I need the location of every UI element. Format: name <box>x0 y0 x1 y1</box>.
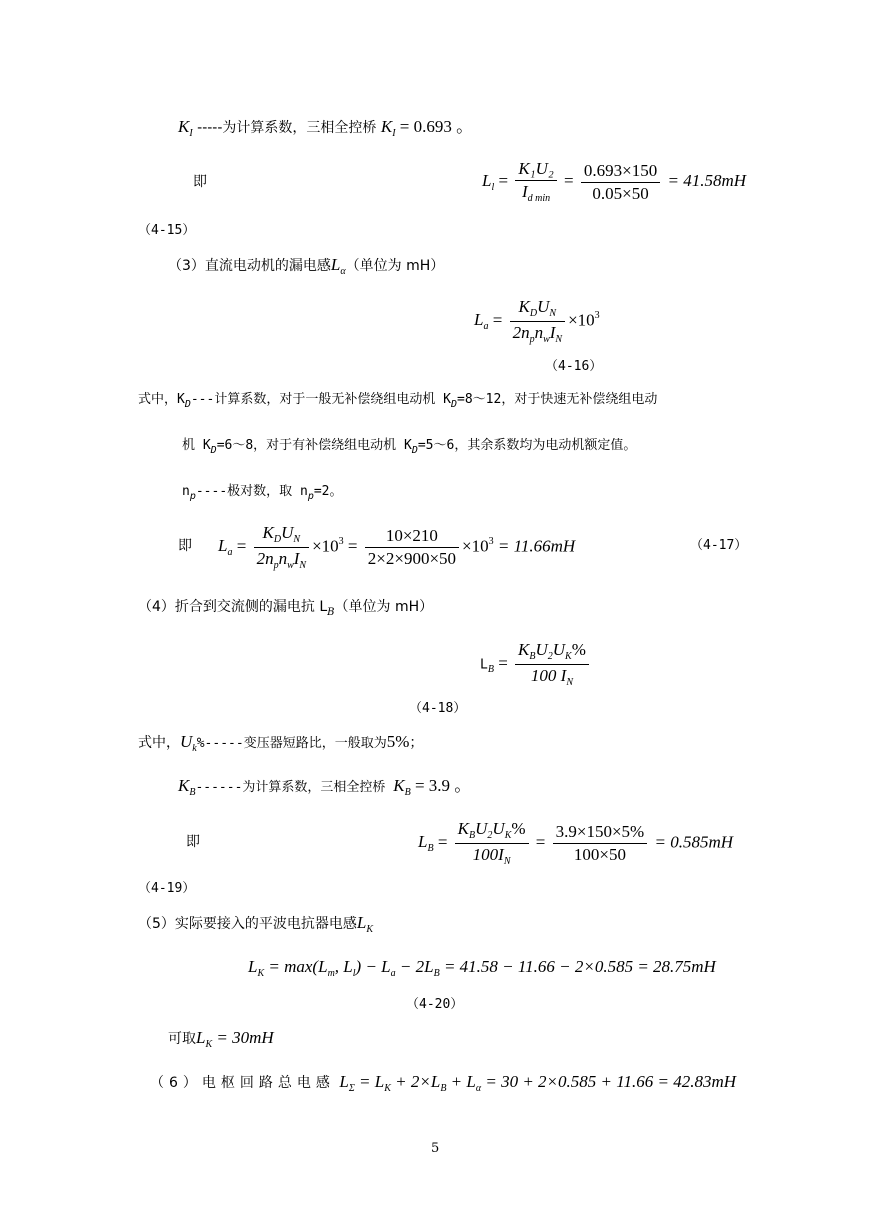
ji-label-1: 即 <box>193 174 207 190</box>
equation-4-19: $L_B$ = $\frac{K_BU_2U_K\%}{100I_N}$ = $\frac{3.9\times 150\times 5\%}{100\times 50}$ = 0.585mH <box>418 819 733 867</box>
section-6-line: （6）电枢回路总电感 $L_\Sigma = L_K + 2\times L_B + L_\alpha = 30 + 2\times 0.585 + 11.66 = 42.83mH$ <box>150 1072 737 1094</box>
section-4-heading: （4）折合到交流侧的漏电抗 $L_B$（单位为 mH） <box>138 599 434 618</box>
eq417-fraction-1: $\frac{K_DU_N}{2n_pn_wI_N}$ <box>254 524 310 571</box>
eq416-fraction: $\frac{K_DU_N}{2n_pn_wI_N}$ <box>510 298 566 345</box>
tag-4-16: （4-16） <box>545 359 603 374</box>
section-5-heading: （5）实际要接入的平波电抗器电感$L_K$ <box>138 913 374 935</box>
page-number: 5 <box>431 1141 440 1156</box>
total-inductance-equation: $L_\Sigma = L_K + 2\times L_B + L_\alpha = 30 + 2\times 0.585 + 11.66 = 42.83mH$ <box>339 1072 737 1094</box>
section-3-heading: （3）直流电动机的漏电感$L_\alpha$（单位为 mH） <box>168 255 445 277</box>
tag-4-18: （4-18） <box>409 701 467 716</box>
tag-4-17: （4-17） <box>690 538 748 553</box>
equation-4-16: $L_a$ = $\frac{K_DU_N}{2n_pn_wI_N}$ $\times 10^3$ <box>474 297 600 345</box>
kd-description-line-2: 机 $K_D=6\sim 8$，对于有补偿绕组电动机 $K_D=5\sim 6$，其余系数均为电动机额定值。 <box>182 438 637 456</box>
eq415-result: = 41.58mH <box>667 170 746 190</box>
eq418-fraction: $\frac{K_BU_2U_K\%}{100 I_N}$ <box>515 641 589 688</box>
tag-4-15: （4-15） <box>138 223 196 238</box>
ki-symbol: $K_I$ <box>178 117 193 139</box>
kb-description-line: $K_B------$为计算系数，三相全控桥 $K_B = 3.9$ 。 <box>178 776 472 798</box>
tag-4-19: （4-19） <box>138 881 196 896</box>
eq419-fraction-1: $\frac{K_BU_2U_K\%}{100I_N}$ <box>455 820 529 867</box>
eq419-fraction-2: $\frac{3.9\times 150\times 5\%}{100\times 50}$ <box>553 823 648 864</box>
uk-description-line: 式中，$U_k\%-----$变压器短路比，一般取为5%； <box>138 732 424 754</box>
equation-4-17: $L_a$ = $\frac{K_DU_N}{2n_pn_wI_N}$ $\times 10^3$ = $\frac{10\times 210}{2\times 2\times 900\times 50}$ $\times 10^3 = 11.66mH$ <box>218 523 576 571</box>
take-lk-line: 可取$L_K = 30mH$ <box>168 1028 274 1050</box>
ji-label-3: 即 <box>186 834 200 850</box>
eq415-lhs: $L_l$ <box>482 170 495 193</box>
ki-definition-line <box>178 118 473 139</box>
tag-4-20: （4-20） <box>406 997 464 1012</box>
eq415-fraction-1: $\frac{\text{K₁U₂}}{I_{d min}}$ <box>515 160 556 204</box>
ki-value: $K_I = 0.693$ 。 <box>380 117 474 139</box>
ki-description: -----为计算系数，三相全控桥 <box>192 120 381 136</box>
np-description-line: $n_p----$极对数，取 $n_p=2$。 <box>182 484 343 502</box>
ji-label-2: 即 <box>178 538 192 554</box>
eq415-fraction-2: $\frac{0.693\times 150}{0.05\times 50}$ <box>581 162 660 203</box>
kd-description-line-1: 式中，$K_D---$计算系数，对于一般无补偿绕组电动机 $K_D=8\sim 12$，对于快速无补偿绕组电动 <box>138 392 658 410</box>
equation-4-18: $L_B$ = $\frac{K_BU_2U_K\%}{100 I_N}$ <box>480 641 592 688</box>
equation-4-15: $L_l$ = $\frac{\text{K₁U₂}}{I_{d min}}$ = $\frac{0.693\times 150}{0.05\times 50}$ = 41.58mH <box>482 159 746 204</box>
eq417-fraction-2: $\frac{10\times 210}{2\times 2\times 900\times 50}$ <box>365 527 459 568</box>
equation-4-20: $L_K = \max(L_m$, $L_l) - L_a - 2L_B = 41.58 - 11.66 - 2\times 0.585 = 28.75mH$ <box>248 957 716 979</box>
